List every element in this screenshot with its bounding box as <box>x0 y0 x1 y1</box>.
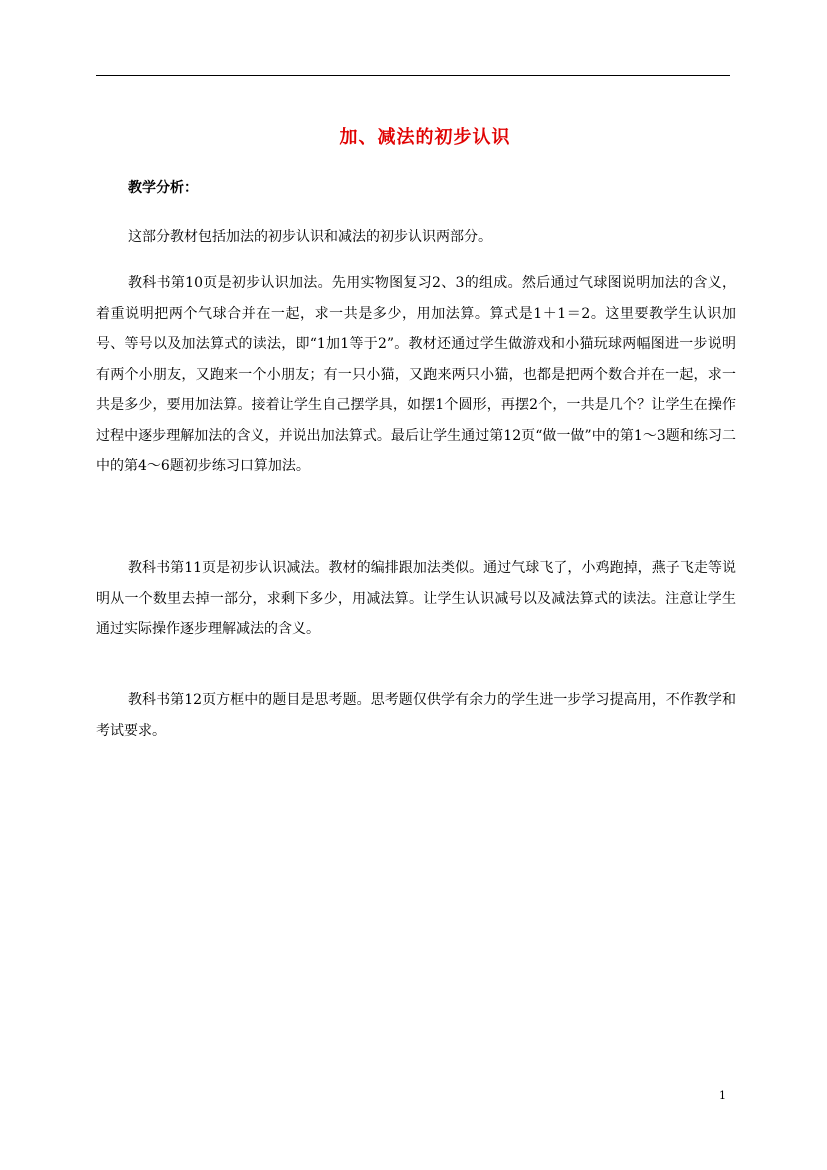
document-title: 加、减法的初步认识 <box>339 127 511 148</box>
paragraph-intro: 这部分教材包括加法的初步认识和减法的初步认识两部分。 <box>128 229 492 245</box>
paragraph-subtraction: 教科书第11页是初步认识减法。教材的编排跟加法类似。通过气球飞了，小鸡跑掉，燕子飞走等说明从一个数里去掉一部分，求剩下多少，用减法算。让学生认识减号以及减法算式的读法。注意让学生通过实际操作逐步理解减法的含义。 <box>96 560 736 637</box>
header-rule <box>96 75 730 76</box>
section-heading: 教学分析： <box>128 180 198 196</box>
page-number: 1 <box>719 1089 726 1102</box>
paragraph-thinking-question: 教科书第12页方框中的题目是思考题。思考题仅供学有余力的学生进一步学习提高用，不作教学和考试要求。 <box>96 692 736 739</box>
paragraph-addition: 教科书第10页是初步认识加法。先用实物图复习2、3的组成。然后通过气球图说明加法的含义，着重说明把两个气球合并在一起，求一共是多少，用加法算。算式是1＋1＝2。这里要教学生认识加号、等号以及加法算式的读法，即“1加1等于2”。教材还通过学生做游戏和小猫玩球两幅图进一步说明有两个小朋友，又跑来一个小朋友；有一只小猫，又跑来两只小猫，也都是把两个数合并在一起，求一共是多少，要用加法算。接着让学生自己摆学具，如摆1个圆形，再摆2个，一共是几个？让学生在操作过程中逐步理解加法的含义，并说出加法算式。最后让学生通过第12页“做一做”中的第1～3题和练习二中的第4～6题初步练习口算加法。 <box>96 275 736 474</box>
